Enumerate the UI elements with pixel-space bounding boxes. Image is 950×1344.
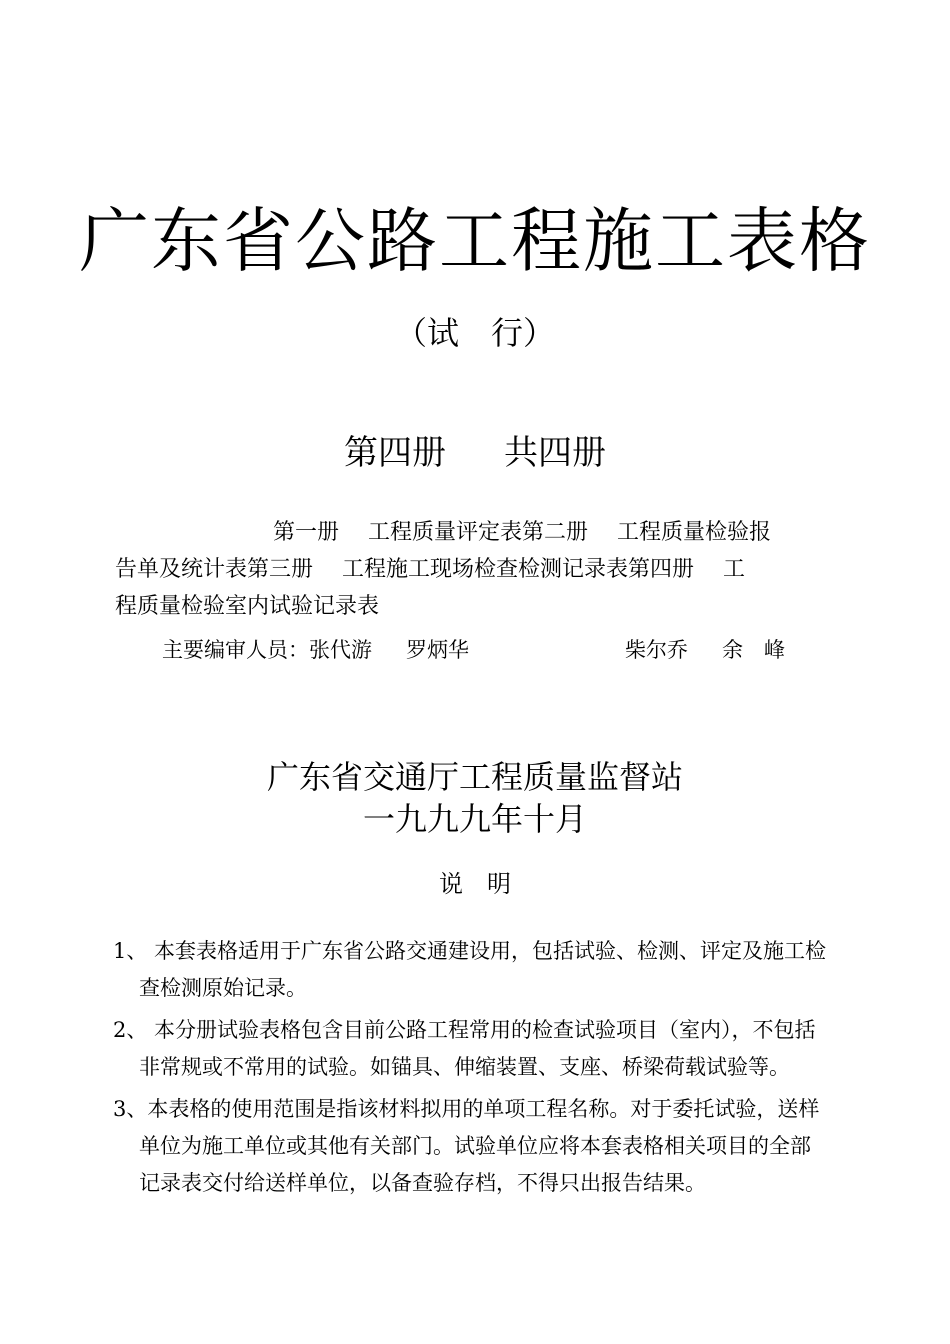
volume-list-line: 告单及统计表第三册 工程施工现场检查检测记录表第四册 工 [115, 557, 745, 582]
item-text: 单位为施工单位或其他有关部门。试验单位应将本套表格相关项目的全部 [139, 1134, 811, 1158]
volume-list-line: 第一册 工程质量评定表第二册 工程质量检验报 [273, 520, 771, 545]
editor-name: 罗炳华 [406, 638, 469, 662]
item-text: 本套表格适用于广东省公路交通建设用，包括试验、检测、评定及施工检 [147, 939, 827, 963]
volume-list-line: 程质量检验室内试验记录表 [115, 594, 380, 619]
item-text: 非常规或不常用的试验。如锚具、伸缩装置、支座、桥梁荷载试验等。 [139, 1055, 790, 1079]
explanation-item [113, 1091, 858, 1202]
document-title: 广东省公路工程施工表格 [79, 200, 871, 282]
volume-total: 共四册 [504, 433, 606, 473]
item-text: 本分册试验表格包含目前公路工程常用的检查试验项目（室内），不包括 [147, 1018, 816, 1042]
editor-name: 柴尔乔 [625, 638, 688, 662]
item-text: 记录表交付给送样单位，以备查验存档，不得只出报告结果。 [139, 1171, 706, 1195]
editors-line [162, 634, 785, 666]
item-text: 本表格的使用范围是指该材料拟用的单项工程名称。对于委托试验，送样 [147, 1097, 820, 1121]
editor-name: 张代游 [309, 638, 372, 662]
item-number: 3、 [113, 1097, 148, 1121]
document-subtitle: （试 行） [394, 314, 555, 352]
publish-date: 一九九九年十月 [362, 800, 587, 838]
volume-list [115, 514, 860, 625]
editor-name: 余 峰 [722, 638, 785, 662]
explanation-item [113, 933, 858, 1007]
item-number: 1、 [113, 939, 148, 963]
organization-name: 广东省交通厅工程质量监督站 [266, 758, 683, 796]
item-number: 2、 [113, 1018, 148, 1042]
volume-info [0, 428, 950, 478]
item-text: 查检测原始记录。 [139, 976, 307, 1000]
editors-label: 主要编审人员： [162, 638, 309, 662]
volume-current: 第四册 [344, 433, 446, 473]
explanation-item [113, 1012, 858, 1086]
explanation-title: 说 明 [439, 870, 511, 898]
